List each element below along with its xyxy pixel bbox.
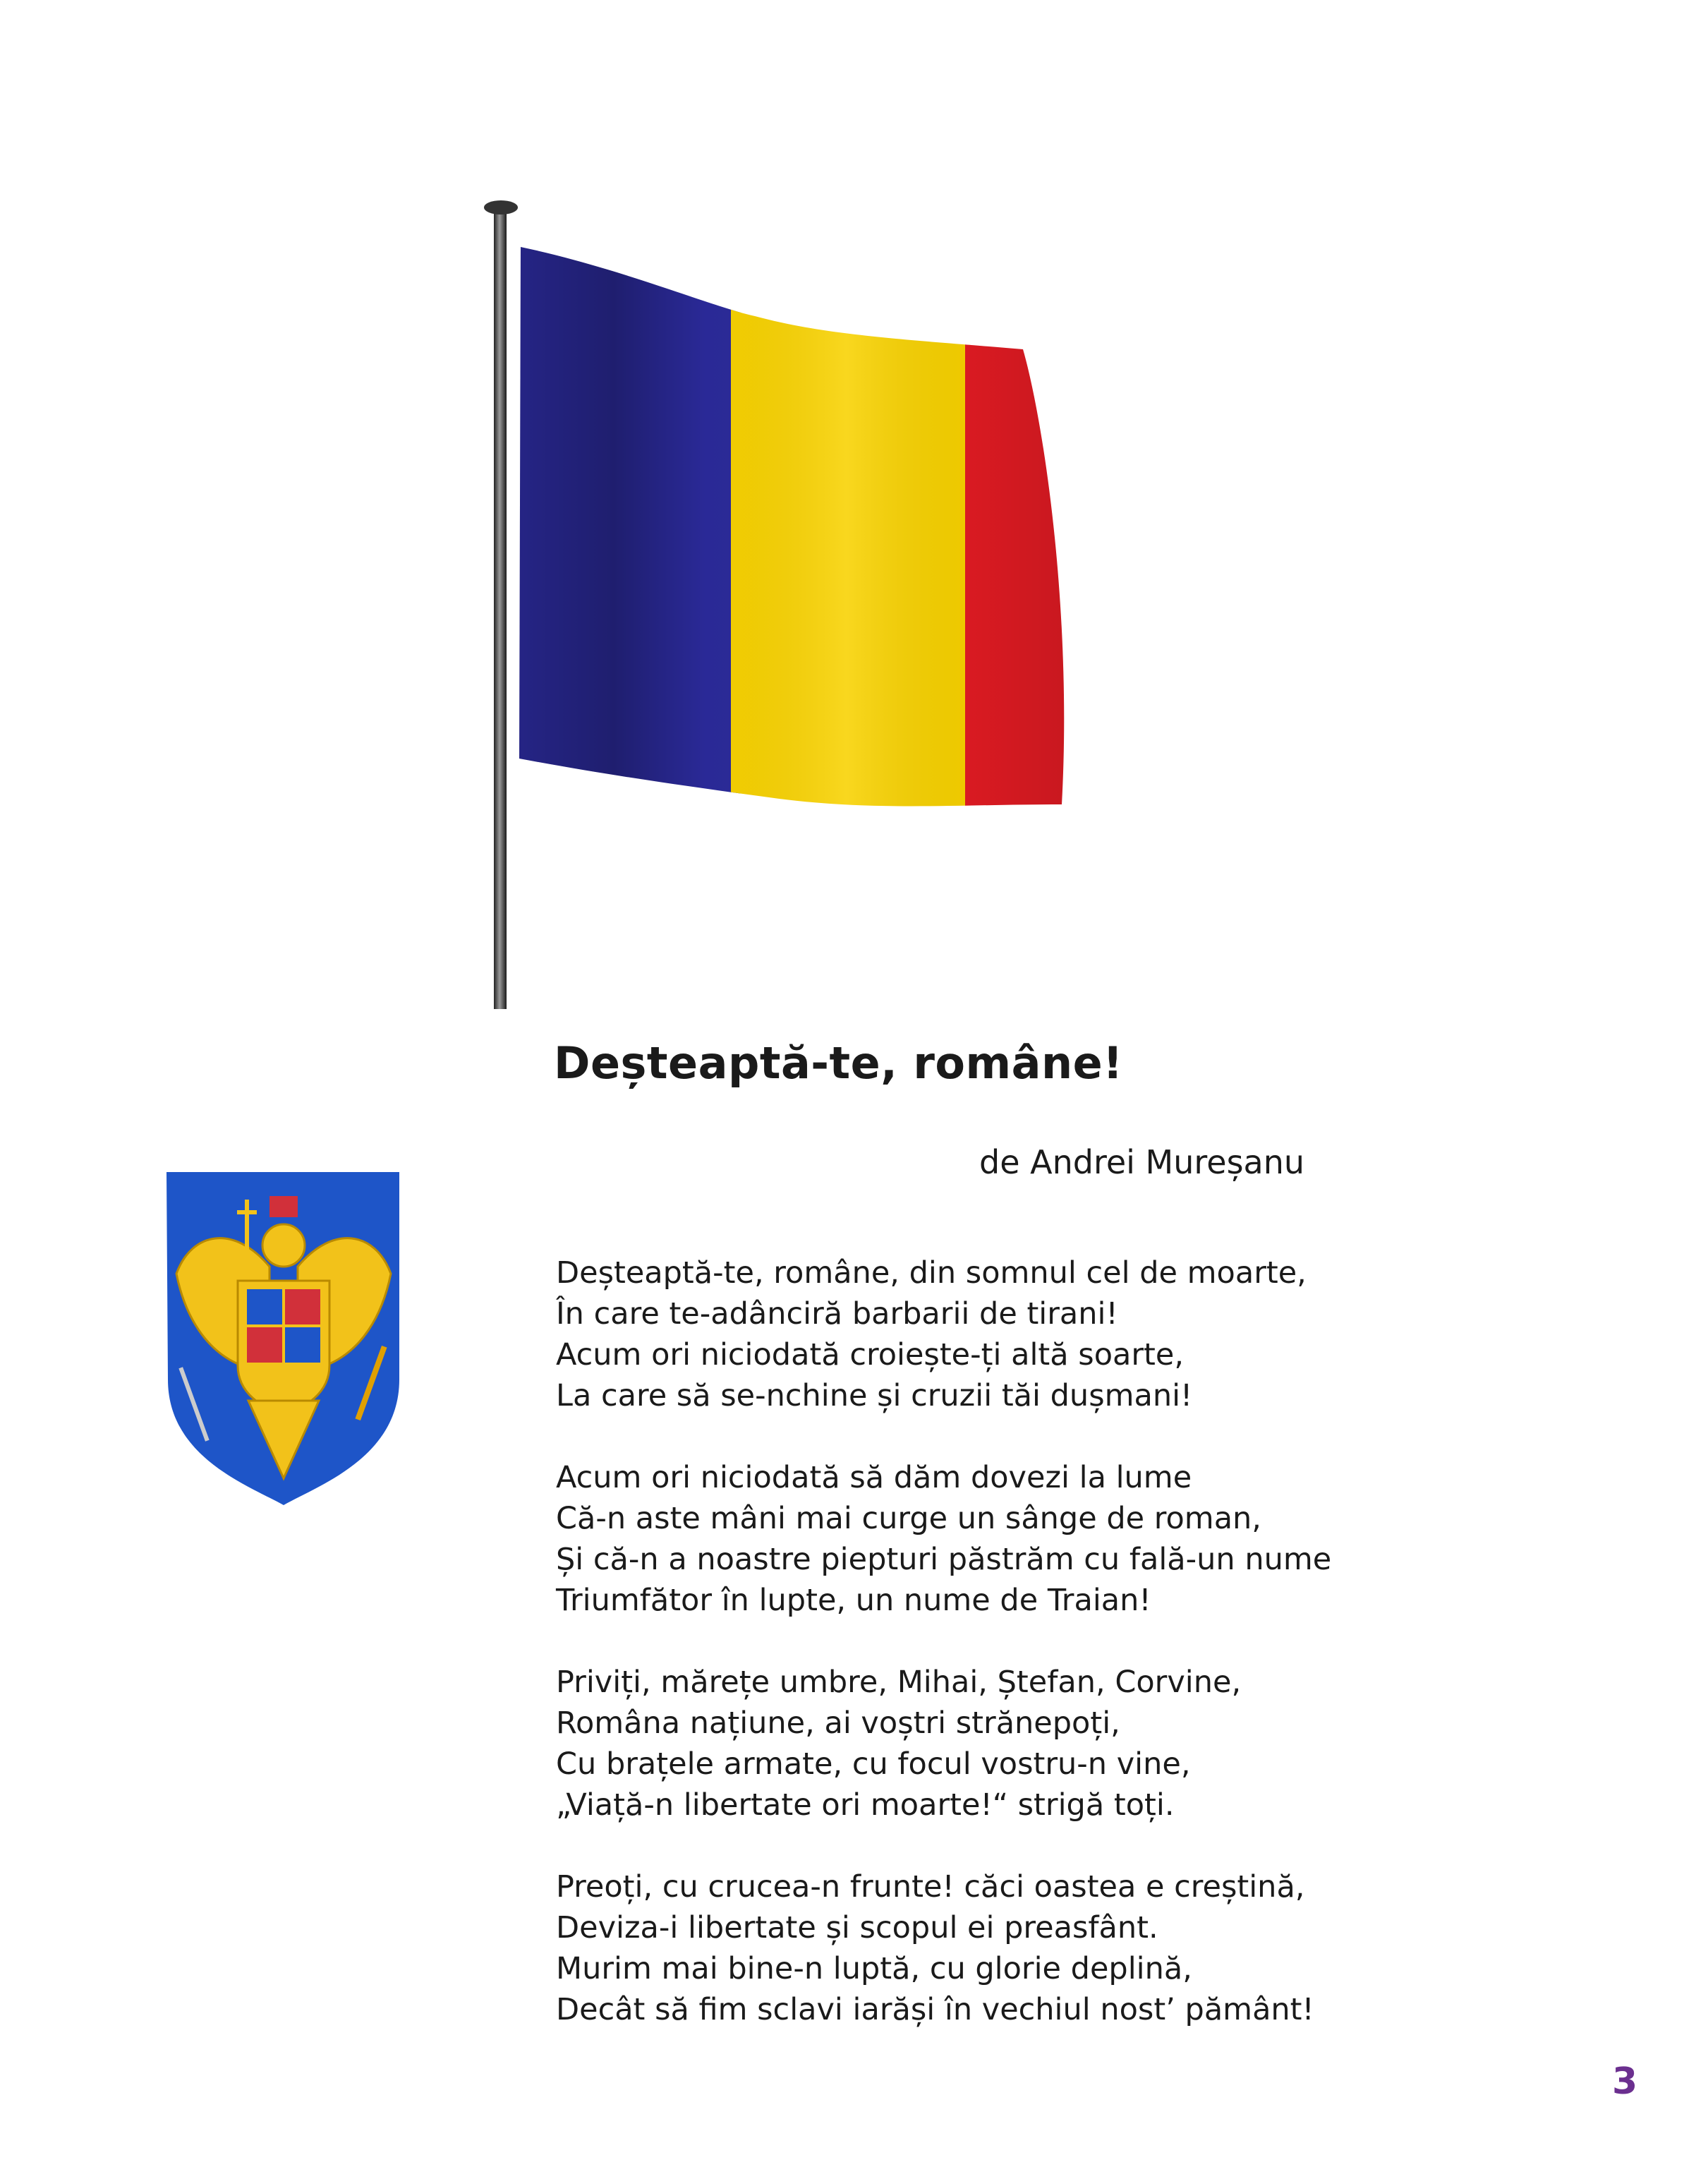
poem-line: Deviza-i libertate și scopul ei preasfânt. bbox=[556, 1910, 1158, 1945]
poem-line: Preoți, cu crucea-n frunte! căci oastea e creștină, bbox=[556, 1869, 1305, 1905]
page-number: 3 bbox=[1612, 2060, 1638, 2103]
romanian-flag-image bbox=[459, 191, 1270, 1009]
poem-line: Deșteaptă-te, române, din somnul cel de moarte, bbox=[556, 1255, 1307, 1291]
poem-line: Acum ori niciodată croiește-ți altă soarte, bbox=[556, 1337, 1185, 1372]
flagpole-finial bbox=[484, 200, 518, 215]
poem-author: de Andrei Mureșanu bbox=[979, 1143, 1305, 1181]
coat-of-arms-image bbox=[164, 1168, 404, 1507]
poem-title: Deșteaptă-te, române! bbox=[554, 1037, 1123, 1089]
coat-of-arms-icon bbox=[164, 1168, 404, 1507]
poem-line: Triumfător în lupte, un nume de Traian! bbox=[556, 1583, 1151, 1618]
poem-line: Priviți, mărețe umbre, Mihai, Ștefan, Corvine, bbox=[556, 1665, 1242, 1700]
flag-icon bbox=[459, 191, 1270, 1009]
poem-body bbox=[556, 1252, 1438, 2071]
poem-line: Decât să fim sclavi iarăși în vechiul nost’ pământ! bbox=[556, 1992, 1314, 2027]
poem-line: „Viață-n libertate ori moarte!“ strigă toți. bbox=[556, 1787, 1175, 1823]
stanza bbox=[556, 1457, 1438, 1621]
flagpole bbox=[494, 206, 507, 1009]
poem-line: În care te-adânciră barbarii de tirani! bbox=[556, 1296, 1118, 1332]
poem-line: Și că-n a noastre piepturi păstrăm cu fală-un nume bbox=[556, 1542, 1332, 1577]
poem-line: Cu brațele armate, cu focul vostru-n vine, bbox=[556, 1746, 1191, 1782]
stanza bbox=[556, 1662, 1438, 1825]
poem-line: Româna națiune, ai voștri strănepoți, bbox=[556, 1706, 1120, 1741]
stanza bbox=[556, 1866, 1438, 2030]
poem-line: Murim mai bine-n luptă, cu glorie deplină, bbox=[556, 1951, 1192, 1986]
poem-line: Că-n aste mâni mai curge un sânge de roman, bbox=[556, 1501, 1261, 1536]
poem-line: La care să se-nchine și cruzii tăi dușmani! bbox=[556, 1378, 1193, 1413]
poem-line: Acum ori niciodată să dăm dovezi la lume bbox=[556, 1460, 1192, 1495]
stanza bbox=[556, 1252, 1438, 1416]
